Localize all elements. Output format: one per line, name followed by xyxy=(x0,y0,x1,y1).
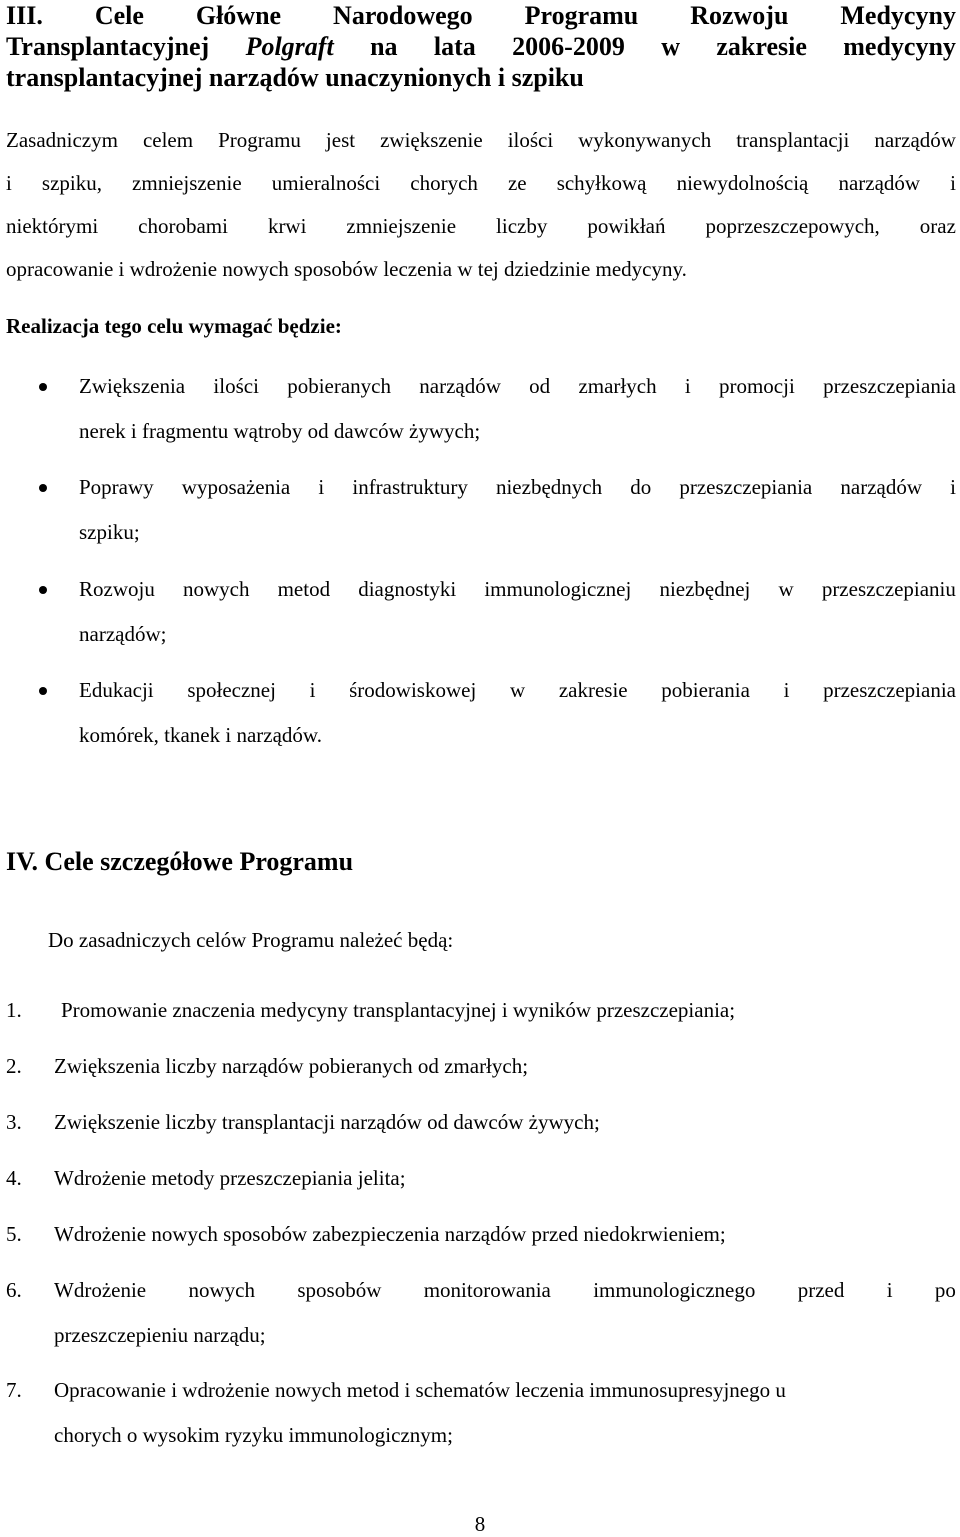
bullet-line xyxy=(79,465,956,510)
item-line-text: chorych o wysokim ryzyku immunologicznym; xyxy=(54,1423,453,1447)
paragraph-word: krwi xyxy=(267,214,307,238)
bullet-word: pobieranych xyxy=(287,374,391,398)
bullet-dot-icon xyxy=(39,586,47,594)
paragraph-word: wykonywanych xyxy=(578,128,712,152)
item-line xyxy=(54,1368,956,1413)
bullet-word: nowych xyxy=(182,577,250,601)
heading-word: Narodowego xyxy=(333,1,473,30)
bullet-line xyxy=(79,668,956,713)
paragraph-word: transplantacji xyxy=(736,128,850,152)
bullet-word: promocji xyxy=(718,374,795,398)
paragraph-word: liczby xyxy=(496,214,548,238)
paragraph-word: narządów xyxy=(874,128,956,152)
paragraph-word: ze xyxy=(507,171,527,195)
bullet-word: niezbędnej xyxy=(659,577,751,601)
item-line xyxy=(54,1156,956,1201)
paragraph-line xyxy=(6,162,956,205)
bullet-word: pobierania xyxy=(661,678,750,702)
heading-word: Rozwoju xyxy=(690,1,789,30)
section-4-heading: IV. Cele szczegółowe Programu xyxy=(6,847,354,876)
page-number: 8 xyxy=(474,1512,486,1536)
paragraph-word: narządów xyxy=(838,171,921,195)
item-word: sposobów xyxy=(297,1278,382,1302)
item-number: 4. xyxy=(6,1166,22,1190)
bullet-word: narządów xyxy=(840,475,922,499)
paragraph-word: zmniejszenie xyxy=(132,171,242,195)
bullet-word: przeszczepiania xyxy=(823,678,956,702)
bullet-dot-icon xyxy=(39,484,47,492)
paragraph-word: umieralności xyxy=(271,171,381,195)
heading-line-1 xyxy=(6,0,956,31)
item-text xyxy=(61,988,960,1033)
heading-word: na xyxy=(370,32,398,61)
item-line xyxy=(54,1313,956,1358)
item-line-text: przeszczepieniu narządu; xyxy=(54,1323,266,1347)
bullet-word: od xyxy=(529,374,551,398)
item-line xyxy=(54,1413,956,1458)
bullet-word: Zwiększenia xyxy=(79,374,186,398)
bullet-line xyxy=(79,364,956,409)
item-line-text: Promowanie znaczenia medycyny transplantacyjnej i wyników przeszczepiania; xyxy=(61,998,736,1022)
bullet-text xyxy=(79,668,956,758)
paragraph-word: chorobami xyxy=(138,214,228,238)
paragraph-word: Zasadniczym xyxy=(6,128,118,152)
heading-word: lata xyxy=(433,32,476,61)
bullet-word: diagnostyki xyxy=(358,577,457,601)
paragraph-word: jest xyxy=(325,128,356,152)
paragraph-word: zmniejszenie xyxy=(346,214,457,238)
heading-word: Cele xyxy=(94,1,144,30)
heading-word: zakresie xyxy=(716,32,807,61)
bullet-word: Poprawy xyxy=(79,475,154,499)
section-3-paragraph xyxy=(6,119,956,291)
paragraph-word: niewydolnością xyxy=(676,171,809,195)
item-word: nowych xyxy=(188,1278,255,1302)
item-number: 6. xyxy=(6,1278,22,1302)
heading-line-2 xyxy=(6,31,956,62)
paragraph-word: ilości xyxy=(507,128,554,152)
bullet-word: i xyxy=(783,678,790,702)
item-text xyxy=(54,1100,956,1145)
bullet-word: metod xyxy=(277,577,331,601)
bullet-text xyxy=(79,465,956,555)
bullet-last-line: narządów; xyxy=(79,622,167,646)
bullet-word: środowiskowej xyxy=(349,678,477,702)
heading-word: Główne xyxy=(195,1,282,30)
bullet-word: zakresie xyxy=(558,678,628,702)
bullet-word: do xyxy=(630,475,652,499)
bullet-word: w xyxy=(509,678,526,702)
item-line xyxy=(54,1100,956,1145)
item-word: i xyxy=(886,1278,893,1302)
bullet-word: zmarłych xyxy=(578,374,657,398)
item-line xyxy=(54,1268,956,1313)
bullet-word: przeszczepianiu xyxy=(821,577,956,601)
paragraph-word: powikłań xyxy=(587,214,666,238)
bullet-last-line: nerek i fragmentu wątroby od dawców żywych; xyxy=(79,419,481,443)
bullet-word: przeszczepiania xyxy=(823,374,956,398)
paragraph-word: celem xyxy=(142,128,194,152)
paragraph-word: Programu xyxy=(218,128,301,152)
bullet-last-line: komórek, tkanek i narządów. xyxy=(79,723,322,747)
item-text xyxy=(54,1212,956,1257)
item-line-text: Wdrożenie metody przeszczepiania jelita; xyxy=(54,1166,406,1190)
paragraph-word: niektórymi xyxy=(6,214,99,238)
paragraph-last-line: opracowanie i wdrożenie nowych sposobów leczenia w tej dziedzinie medycyny. xyxy=(6,257,687,281)
bullet-word: przeszczepiania xyxy=(679,475,813,499)
heading-word: 2006-2009 xyxy=(512,32,625,61)
item-text xyxy=(54,1044,956,1089)
paragraph-word: schyłkową xyxy=(556,171,647,195)
item-number: 5. xyxy=(6,1222,22,1246)
bullet-word: i xyxy=(309,678,316,702)
heading-word: medycyny xyxy=(843,32,956,61)
section-4-intro: Do zasadniczych celów Programu należeć będą: xyxy=(48,928,454,952)
item-line-text: Zwiększenia liczby narządów pobieranych od zmarłych; xyxy=(54,1054,529,1078)
item-word: po xyxy=(934,1278,956,1302)
item-line xyxy=(54,1044,956,1089)
bullet-word: narządów xyxy=(419,374,501,398)
item-word: monitorowania xyxy=(423,1278,551,1302)
bullet-word: niezbędnych xyxy=(495,475,603,499)
item-number: 7. xyxy=(6,1378,22,1402)
bullet-word: Edukacji xyxy=(79,678,154,702)
section-3-heading xyxy=(6,0,956,93)
bullet-last-line: szpiku; xyxy=(79,520,140,544)
item-number: 1. xyxy=(6,998,22,1022)
item-line-text: Opracowanie i wdrożenie nowych metod i schematów leczenia immunosupresyjnego u xyxy=(54,1378,786,1402)
item-line-text: Zwiększenie liczby transplantacji narządów od dawców żywych; xyxy=(54,1110,600,1134)
heading-word: Medycyny xyxy=(840,1,956,30)
bullet-line xyxy=(79,612,956,657)
bullet-line xyxy=(79,713,956,758)
heading-line-3 xyxy=(6,62,956,93)
item-number: 2. xyxy=(6,1054,22,1078)
paragraph-word: zwiększenie xyxy=(380,128,483,152)
bullet-dot-icon xyxy=(39,383,47,391)
item-text xyxy=(54,1268,956,1358)
bullet-word: Rozwoju xyxy=(79,577,155,601)
bullet-text xyxy=(79,364,956,454)
heading-word: w xyxy=(661,32,680,61)
heading-line-3-text: transplantacyjnej narządów unaczynionych i szpiku xyxy=(6,63,584,92)
item-text xyxy=(54,1368,956,1458)
program-name: Polgraft xyxy=(245,32,334,61)
bullet-word: i xyxy=(684,374,691,398)
item-line-text: Wdrożenie nowych sposobów zabezpieczenia narządów przed niedokrwieniem; xyxy=(54,1222,726,1246)
bullet-word: i xyxy=(318,475,325,499)
goal-lead: Realizacja tego celu wymagać będzie: xyxy=(6,314,342,338)
bullet-word: wyposażenia xyxy=(181,475,291,499)
paragraph-word: oraz xyxy=(919,214,956,238)
item-number: 3. xyxy=(6,1110,22,1134)
paragraph-word: i xyxy=(950,171,956,195)
bullet-line xyxy=(79,510,956,555)
paragraph-line xyxy=(6,205,956,248)
heading-word: Transplantacyjnej xyxy=(6,32,210,61)
paragraph-word: poprzeszczepowych, xyxy=(705,214,880,238)
bullet-line xyxy=(79,409,956,454)
bullet-word: i xyxy=(950,475,956,499)
bullet-dot-icon xyxy=(39,687,47,695)
paragraph-line xyxy=(6,119,956,162)
heading-word: Programu xyxy=(524,1,639,30)
bullet-line xyxy=(79,567,956,612)
item-line xyxy=(61,988,960,1033)
item-line xyxy=(54,1212,956,1257)
paragraph-word: i xyxy=(6,171,12,195)
paragraph-line xyxy=(6,248,956,291)
item-word: immunologicznego xyxy=(593,1278,756,1302)
bullet-word: w xyxy=(778,577,794,601)
item-word: Wdrożenie xyxy=(54,1278,147,1302)
paragraph-word: chorych xyxy=(410,171,478,195)
heading-word: III. xyxy=(6,1,43,30)
bullet-word: ilości xyxy=(213,374,259,398)
bullet-word: społecznej xyxy=(187,678,276,702)
bullet-word: immunologicznej xyxy=(484,577,632,601)
paragraph-word: szpiku, xyxy=(41,171,102,195)
bullet-text xyxy=(79,567,956,657)
item-word: przed xyxy=(797,1278,845,1302)
item-text xyxy=(54,1156,956,1201)
bullet-word: infrastruktury xyxy=(352,475,468,499)
